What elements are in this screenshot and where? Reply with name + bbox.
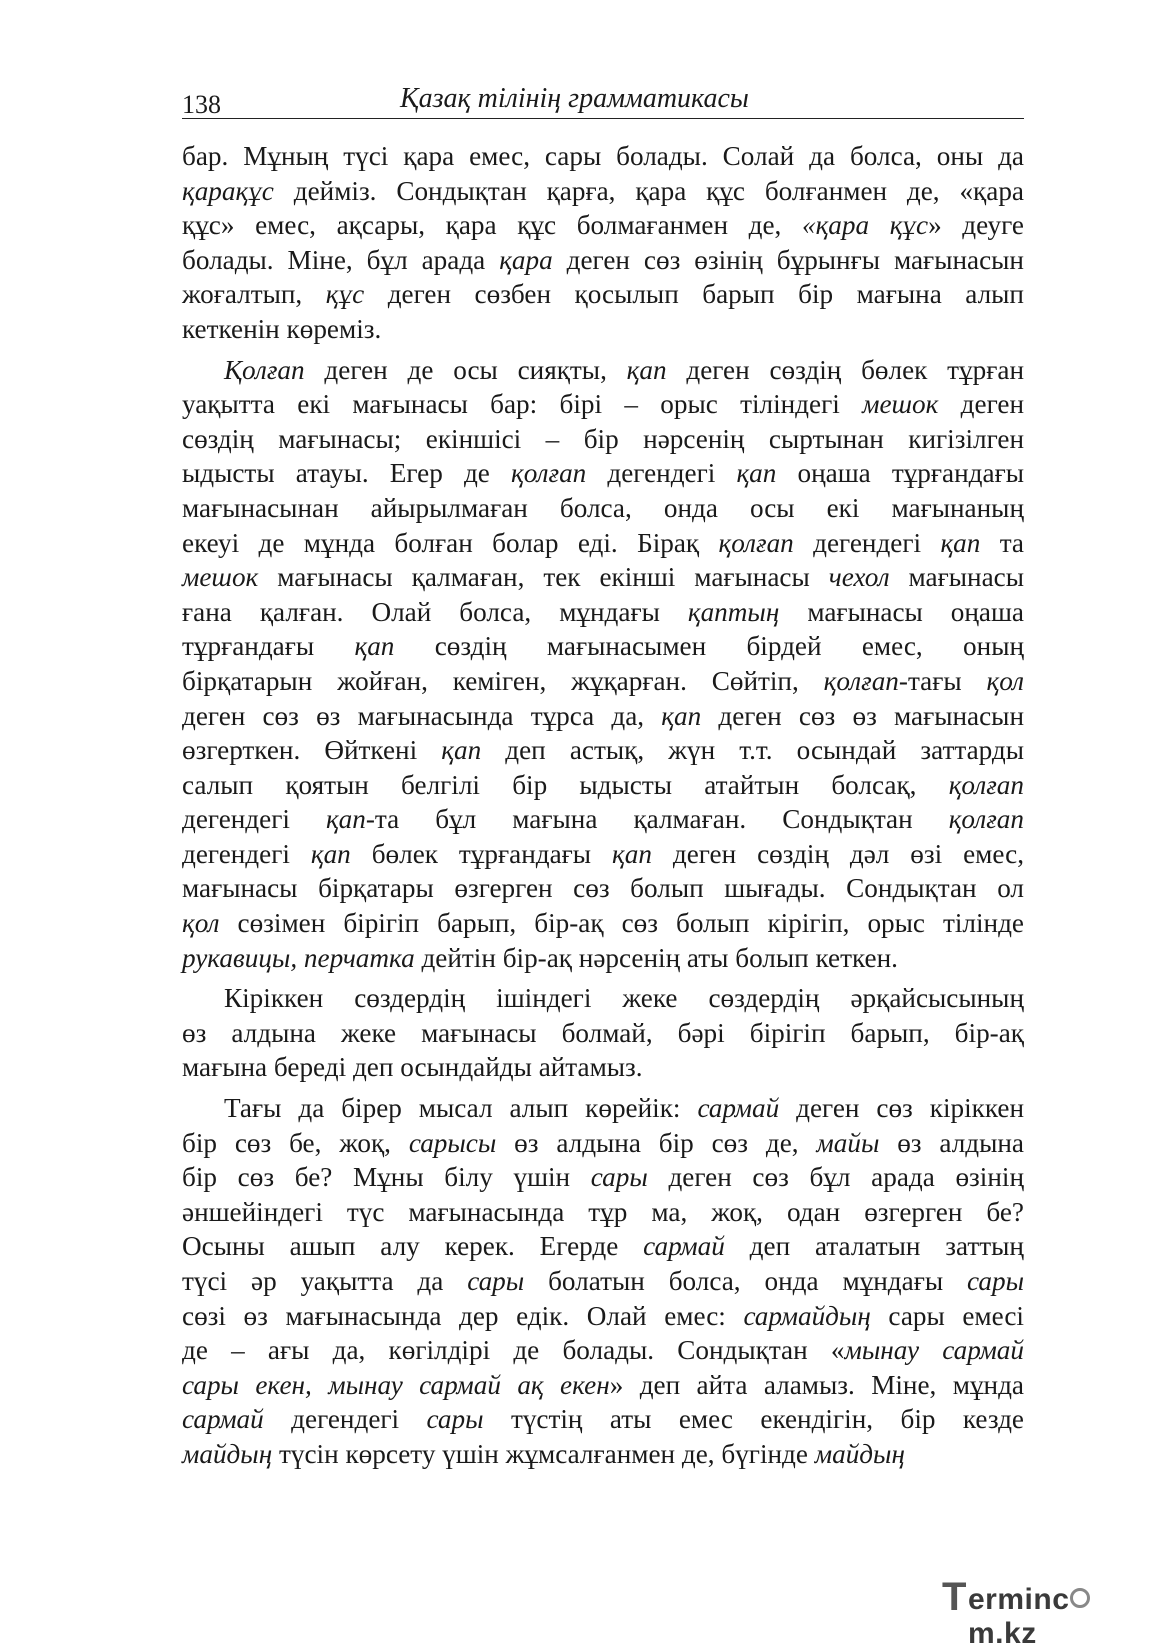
page-header xyxy=(182,78,1024,119)
text-run: сөздің мағынасымен бірдей емес, оның xyxy=(394,631,1025,662)
text-line xyxy=(182,871,1024,906)
text-run: түстің аты емес екендігін, бір кезде xyxy=(483,1404,1024,1435)
text-run: бірқатарын жойған, кеміген, жұқарған. Сөйтіп, xyxy=(182,665,824,696)
paragraph xyxy=(182,139,1024,347)
logo-text-part2: m.kz xyxy=(968,1617,1037,1650)
text-line xyxy=(182,174,1024,209)
text-run: та xyxy=(980,527,1024,558)
text-run: сөзі өз мағынасында дер едік. Олай емес: xyxy=(182,1300,744,1331)
text-line xyxy=(182,353,1024,388)
text-line xyxy=(182,1264,1024,1299)
text-line xyxy=(182,906,1024,941)
italic-term: қолғап xyxy=(510,458,587,489)
text-line xyxy=(182,277,1024,312)
text-run: мағына береді деп осындайды айтамыз. xyxy=(182,1052,643,1083)
italic-term: сары xyxy=(426,1404,484,1435)
text-line xyxy=(182,981,1024,1016)
text-line xyxy=(182,456,1024,491)
text-run: мағынасы бірқатары өзгерген сөз болып шығады. Сондықтан ол xyxy=(182,873,1024,904)
text-run: деген сөз өзінің бұрынғы мағынасын xyxy=(552,244,1024,275)
italic-term: қап xyxy=(325,804,366,835)
text-run: дейміз. Сондықтан қарға, қара құс болғанмен де, «қара xyxy=(273,175,1024,206)
text-run: дегендегі xyxy=(263,1404,427,1435)
text-run: ғана қалған. Олай болса, мұндағы xyxy=(182,596,688,627)
text-run: деген сөзбен қосылып барып бір мағына алып xyxy=(364,279,1024,310)
text-run: жоғалтып, xyxy=(182,279,326,310)
body-text xyxy=(182,139,1024,1472)
italic-term: қап xyxy=(940,527,981,558)
italic-term: қол xyxy=(986,665,1024,696)
text-line xyxy=(182,837,1024,872)
text-line xyxy=(182,1299,1024,1334)
text-run: деген сөз кіріккен xyxy=(779,1093,1025,1124)
text-run: болатын болса, онда мұндағы xyxy=(524,1266,968,1296)
text-run: мағынасынан айырылмаған болса, онда осы екі мағынаның xyxy=(182,492,1024,523)
text-run: екеуі де мұнда болған болар еді. Бірақ xyxy=(182,527,719,558)
italic-term: құс xyxy=(325,279,365,310)
text-run: -та бұл мағына қалмаған. Сондықтан xyxy=(365,804,949,835)
text-run: мағынасы қалмаған, тек екінші мағынасы xyxy=(258,562,829,593)
text-line xyxy=(182,768,1024,803)
paragraph xyxy=(182,353,1024,976)
italic-term: сармай xyxy=(643,1231,725,1262)
italic-term: қап xyxy=(310,838,351,869)
text-run: салып қоятын белгілі бір ыдысты атайтын болсақ, xyxy=(182,769,949,800)
text-run: » деуге xyxy=(928,210,1024,241)
text-run: өз алдына жеке мағынасы болмай, бәрі бірігіп барып, бір-ақ xyxy=(182,1017,1024,1048)
text-line xyxy=(182,1195,1024,1230)
italic-term: майдың xyxy=(182,1438,273,1469)
text-run: кеткенін көреміз. xyxy=(182,313,382,344)
text-run: оңаша тұрғандағы xyxy=(776,458,1024,489)
italic-term: қаптың xyxy=(687,596,780,627)
italic-term: мешок xyxy=(862,389,939,420)
text-run: деген де осы сияқты, xyxy=(304,354,627,385)
text-line xyxy=(182,941,1024,976)
text-line xyxy=(182,560,1024,595)
text-run: уақытта екі мағынасы бар: бірі – орыс тіліндегі xyxy=(182,389,863,420)
text-line xyxy=(182,1126,1024,1161)
italic-term: қара xyxy=(499,244,553,275)
italic-term: қолғап xyxy=(823,665,899,696)
text-run: түсін көрсету үшін жұмсалғанмен де, бүгінде xyxy=(272,1438,815,1469)
text-line xyxy=(182,526,1024,561)
text-line xyxy=(182,595,1024,630)
text-run: дегендегі xyxy=(793,527,941,558)
italic-term: рукавицы, перчатка xyxy=(182,942,415,973)
text-run: » деп айта аламыз. Міне, мұнда xyxy=(609,1369,1024,1400)
italic-term: қап xyxy=(441,735,482,766)
italic-term: «қара құс xyxy=(801,210,929,241)
text-line xyxy=(182,422,1024,457)
termincom-logo xyxy=(942,1575,1142,1650)
italic-term: қап xyxy=(354,631,395,662)
italic-term: майдың xyxy=(814,1438,905,1469)
page-number: 138 xyxy=(182,90,221,119)
text-run: дегендегі xyxy=(586,458,737,489)
italic-term: қап xyxy=(661,700,702,731)
text-run: сөзімен бірігіп барып, бір-ақ сөз болып кірігіп, орыс тілінде xyxy=(219,908,1024,939)
text-run: деген xyxy=(938,389,1024,420)
text-run: деген сөздің дәл өзі емес, xyxy=(651,838,1024,869)
text-run: сөздің мағынасы; екіншісі – бір нәрсенің сыртынан кигізілген xyxy=(182,423,1024,454)
italic-term: сары екен, мынау сармай ақ екен xyxy=(182,1369,610,1400)
italic-term: қап xyxy=(612,838,652,869)
italic-term: қап xyxy=(626,354,667,385)
text-line xyxy=(182,491,1024,526)
text-run: дегендегі xyxy=(182,804,326,835)
text-line xyxy=(182,1050,1024,1085)
text-run: бір сөз бе, жоқ, xyxy=(182,1127,409,1158)
italic-term: Қолғап xyxy=(224,354,305,385)
text-run: Кіріккен сөздердің ішіндегі жеке сөздердің әрқайсысының xyxy=(224,983,1024,1014)
italic-term: сарысы xyxy=(408,1127,497,1158)
italic-term: сармай xyxy=(182,1404,264,1435)
italic-term: сары xyxy=(590,1162,648,1193)
italic-term: мынау сармай xyxy=(844,1335,1024,1366)
text-run: түсі әр уақытта да xyxy=(182,1266,468,1296)
logo-initial: T xyxy=(942,1575,967,1619)
text-line xyxy=(182,1333,1024,1368)
text-run: деген сөздің бөлек тұрған xyxy=(666,354,1024,385)
text-run: мағынасы оңаша xyxy=(779,596,1024,627)
text-line xyxy=(182,139,1024,174)
logo-text xyxy=(968,1583,1142,1651)
text-run: дейтін бір-ақ нәрсенің аты болып кеткен. xyxy=(414,942,898,973)
italic-term: сары xyxy=(467,1266,525,1296)
text-run: мағынасы xyxy=(889,562,1024,593)
paragraph xyxy=(182,981,1024,1085)
text-line xyxy=(182,1229,1024,1264)
italic-term: қарақұс xyxy=(182,175,274,206)
text-line xyxy=(182,1091,1024,1126)
text-run: құс» емес, ақсары, қара құс болмағанмен де, xyxy=(182,210,802,241)
italic-term: сармай xyxy=(697,1093,780,1124)
text-run: деген сөз өз мағынасын xyxy=(701,700,1024,731)
italic-term: сары xyxy=(967,1266,1024,1296)
text-run: Осыны ашып алу керек. Егерде xyxy=(182,1231,644,1262)
text-run: деп астық, жүн т.т. осындай заттарды xyxy=(481,735,1024,766)
text-line xyxy=(182,1368,1024,1403)
text-line xyxy=(182,387,1024,422)
text-run: дегендегі xyxy=(182,838,311,869)
text-run: де – ағы да, көгілдірі де болады. Сондықтан « xyxy=(182,1335,845,1366)
text-run: өз алдына бір сөз де, xyxy=(496,1127,817,1158)
italic-term: қолғап xyxy=(948,804,1024,835)
text-line xyxy=(182,629,1024,664)
text-run: -тағы xyxy=(898,665,987,696)
text-line xyxy=(182,664,1024,699)
italic-term: мешок xyxy=(182,562,259,593)
italic-term: қолғап xyxy=(948,769,1024,800)
text-line xyxy=(182,312,1024,347)
text-run: ыдысты атауы. Егер де xyxy=(182,458,511,489)
italic-term: қап xyxy=(736,458,777,489)
text-run: сары емесі xyxy=(870,1300,1024,1331)
text-run: деген сөз өз мағынасында тұрса да, xyxy=(182,700,662,731)
italic-term: қол xyxy=(182,908,220,939)
logo-o-icon xyxy=(1070,1588,1090,1608)
text-line xyxy=(182,802,1024,837)
text-run: болады. Міне, бұл арада xyxy=(182,244,500,275)
text-run: тұрғандағы xyxy=(182,631,355,662)
running-title: Қазақ тілінің грамматикасы xyxy=(400,83,749,114)
text-line xyxy=(182,208,1024,243)
text-run: өзгерткен. Өйткені xyxy=(182,735,442,766)
text-run: бар. Мұның түсі қара емес, сары болады. Солай да болса, оны да xyxy=(182,141,1024,171)
text-run: өз алдына xyxy=(879,1127,1024,1158)
text-line xyxy=(182,733,1024,768)
italic-term: қолғап xyxy=(718,527,794,558)
text-run: әншейіндегі түс мағынасында тұр ма, жоқ, одан өзгерген бе? xyxy=(182,1196,1024,1227)
text-line xyxy=(182,699,1024,734)
text-run: бөлек тұрғандағы xyxy=(350,838,613,869)
text-line xyxy=(182,1016,1024,1051)
text-line xyxy=(182,243,1024,278)
text-run: деген сөз бұл арада өзінің xyxy=(647,1162,1024,1193)
text-line xyxy=(182,1402,1024,1437)
italic-term: сармайдың xyxy=(743,1300,871,1331)
text-run: Тағы да бірер мысал алып көрейік: xyxy=(224,1093,698,1124)
italic-term: чехол xyxy=(828,562,890,593)
text-run: деп аталатын заттың xyxy=(724,1231,1024,1262)
italic-term: майы xyxy=(816,1127,880,1158)
text-line xyxy=(182,1437,1024,1472)
text-line xyxy=(182,1160,1024,1195)
paragraph xyxy=(182,1091,1024,1472)
logo-text-part1: erminc xyxy=(968,1583,1070,1616)
text-run: бір сөз бе? Мұны білу үшін xyxy=(182,1162,591,1193)
